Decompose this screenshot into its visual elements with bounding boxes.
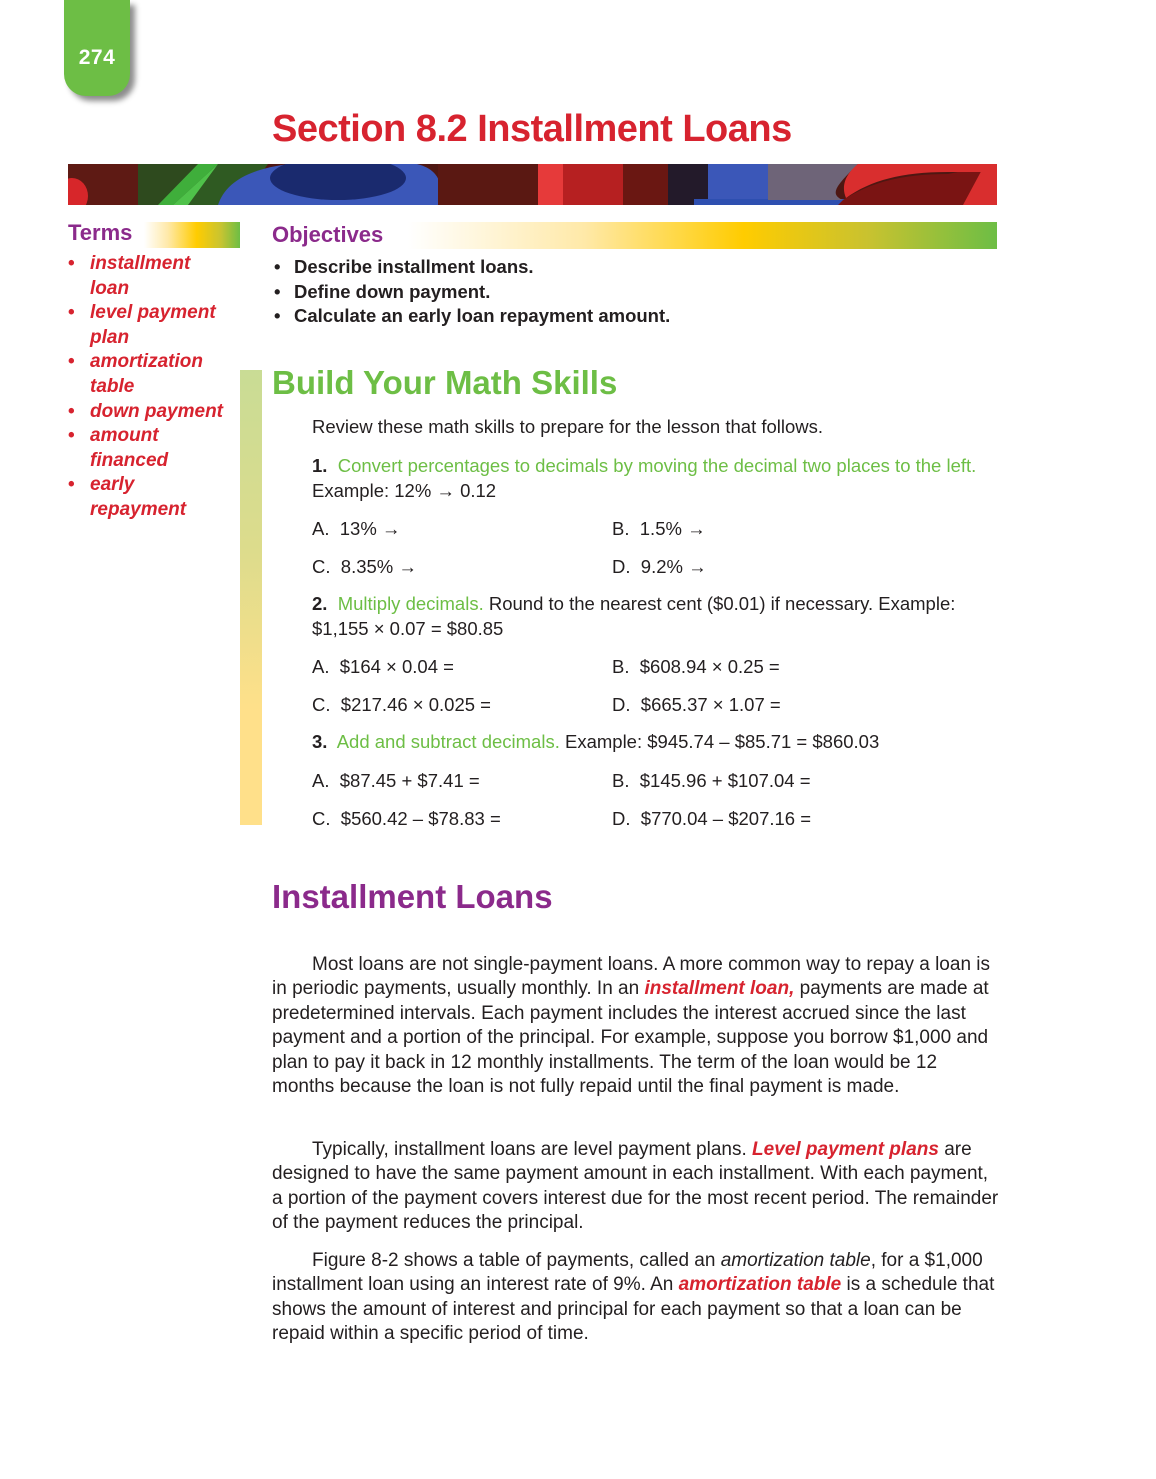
term-item: • level payment plan: [68, 301, 220, 350]
term-item: • amortization table: [68, 350, 220, 399]
problem-detail: Example: $945.74 – $85.71 = $860.03: [559, 731, 880, 752]
paragraph-text: is a schedule that shows the amount of interest and principal for each payment so that a loan can be repaid within a specific period of time.: [272, 1274, 995, 1345]
answer-expression: $560.42 – $78.83 =: [340, 808, 501, 829]
answer-expression: 8.35% →: [340, 556, 417, 577]
problem-detail: Round to the nearest cent ($0.01) if necessary. Example: $1,155 × 0.07 = $80.85: [312, 593, 956, 639]
key-term: amortization table: [678, 1274, 842, 1296]
skills-title: Build Your Math Skills: [272, 364, 618, 401]
answer-label: A.: [312, 770, 330, 791]
paragraph-text: , for a $1,000 installment loan using an interest rate of 9%. An: [272, 1250, 983, 1296]
answer-label: B.: [612, 656, 630, 677]
objective-item: • Define down payment.: [272, 280, 670, 305]
answer-label: D.: [612, 808, 631, 829]
installment-loans-title: Installment Loans: [272, 878, 553, 915]
objectives-title: Objectives: [272, 222, 384, 247]
skills-side-bar: [240, 370, 262, 825]
problem-detail: Example: 12% → 0.12: [312, 479, 497, 501]
answer-expression: $87.45 + $7.41 =: [339, 770, 480, 791]
problem-3: [312, 730, 1002, 755]
paragraph-text: Typically, installment loans are level payment plans.: [312, 1139, 753, 1160]
answer-label: C.: [312, 808, 331, 829]
answer-label: A.: [312, 656, 330, 677]
key-term: Level payment plans: [752, 1139, 939, 1160]
problem-instruction: Add and subtract decimals.: [336, 731, 560, 752]
answer-label: A.: [312, 518, 330, 539]
italic-term: amortization table: [720, 1250, 871, 1271]
paragraph-text: Most loans are not single-payment loans. A more common way to repay a loan is in periodic payments, usually monthly. In an: [272, 954, 991, 1000]
answer-item: [612, 556, 707, 578]
answer-label: C.: [312, 556, 331, 577]
problem-number: 3.: [312, 731, 328, 752]
answer-item: [312, 694, 491, 716]
terms-gradient-bar: [144, 222, 240, 248]
body-paragraph-1: [272, 953, 1002, 1099]
paragraph-text: payments are made at predetermined intervals. Each payment includes the interest accrued since the last payment and a portion of the principal. For example, suppose you borrow $1,000 and plan to pay it back in 12 monthly installments. The term of the loan would be 12 months because the loan is not fully repaid until the final payment is made.: [272, 978, 989, 1098]
objectives-list: [272, 255, 670, 329]
problem-instruction: Multiply decimals.: [337, 593, 484, 614]
term-item: • down payment: [68, 400, 250, 425]
answer-label: B.: [612, 770, 630, 791]
numerals-banner-graphic: [68, 164, 997, 205]
answer-label: C.: [312, 694, 331, 715]
answer-label: D.: [612, 694, 631, 715]
answer-item: [312, 518, 400, 540]
objectives-header: [272, 222, 997, 250]
term-item: • amount financed: [68, 424, 180, 473]
page-number: 274: [78, 46, 116, 69]
key-term: installment loan,: [644, 978, 795, 1000]
problem-2: [312, 592, 1002, 641]
body-paragraph-2: [272, 1138, 1002, 1236]
term-item: • early repayment: [68, 473, 200, 522]
answer-expression: $770.04 – $207.16 =: [640, 808, 812, 829]
problem-number: 2.: [312, 593, 328, 614]
terms-title: Terms: [68, 220, 133, 245]
problem-instruction: Convert percentages to decimals by moving the decimal two places to the left.: [337, 455, 977, 476]
answer-item: [612, 518, 706, 540]
answer-label: B.: [612, 518, 630, 539]
paragraph-text: Figure 8-2 shows a table of payments, called an: [312, 1250, 721, 1271]
terms-header: [68, 220, 240, 248]
answer-expression: 13% →: [339, 518, 401, 539]
answer-expression: $665.37 × 1.07 =: [640, 694, 781, 715]
objectives-gradient-bar: [408, 222, 997, 249]
objective-item: • Describe installment loans.: [272, 255, 670, 280]
skills-intro: Review these math skills to prepare for the lesson that follows.: [312, 416, 824, 437]
answer-expression: 9.2% →: [640, 556, 707, 577]
answer-expression: $145.96 + $107.04 =: [639, 770, 811, 791]
answer-item: [312, 556, 417, 578]
answer-expression: $164 × 0.04 =: [339, 656, 454, 677]
problem-number: 1.: [312, 455, 328, 476]
answer-item: [612, 770, 811, 792]
page-number-tab: [64, 0, 130, 96]
section-title: Section 8.2 Installment Loans: [272, 108, 792, 150]
answer-item: [312, 808, 501, 830]
answer-item: [312, 770, 480, 792]
answer-item: [612, 656, 780, 678]
objective-item: • Calculate an early loan repayment amount.: [272, 304, 670, 329]
answer-expression: 1.5% →: [639, 518, 706, 539]
paragraph-text: are designed to have the same payment amount in each installment. With each payment, a portion of the payment covers interest due for the most recent period. The remainder of the payment reduces the principal.: [272, 1139, 999, 1234]
answer-expression: $217.46 × 0.025 =: [340, 694, 491, 715]
terms-list: [68, 252, 240, 523]
answer-label: D.: [612, 556, 631, 577]
decorative-banner-image: [68, 164, 997, 205]
term-item: • installment loan: [68, 252, 210, 301]
body-paragraph-3: [272, 1249, 1002, 1347]
problem-1: [312, 454, 1002, 503]
answer-item: [312, 656, 454, 678]
answer-expression: $608.94 × 0.25 =: [639, 656, 780, 677]
answer-item: [612, 694, 781, 716]
answer-item: [612, 808, 811, 830]
